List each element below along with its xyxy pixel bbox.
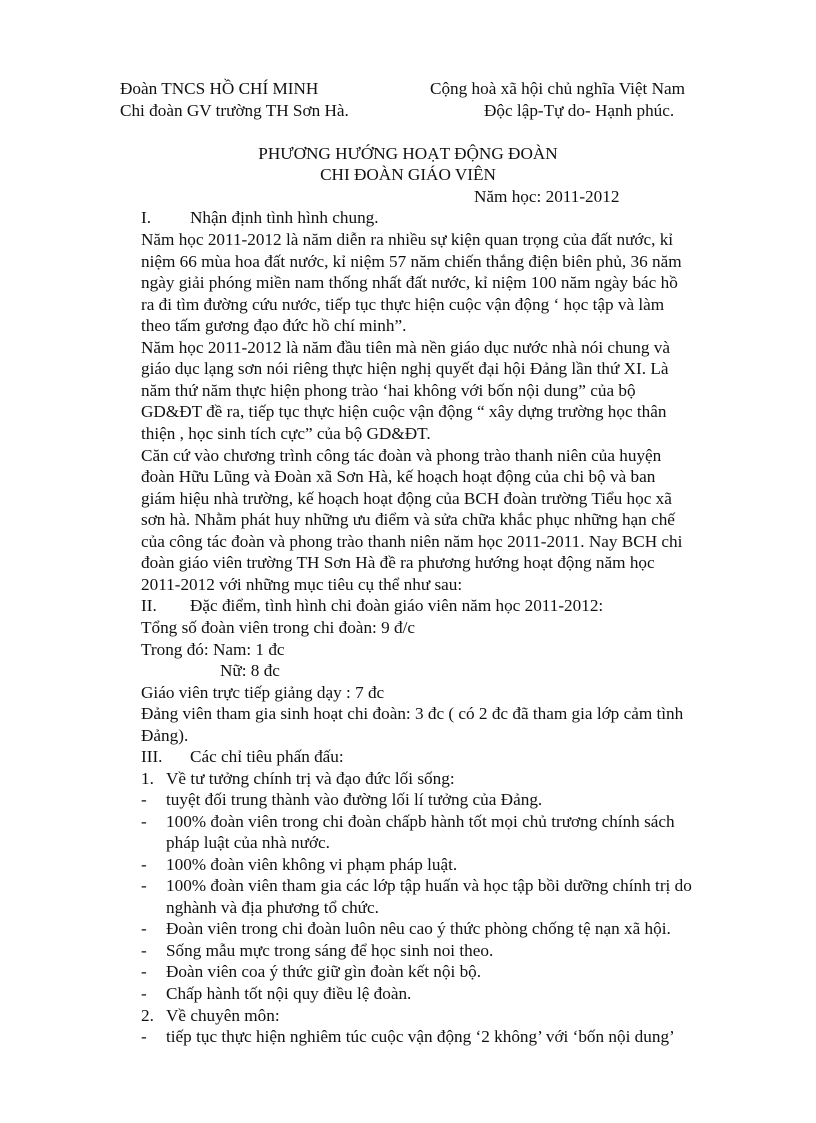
paragraph-line: giáo dục lạng sơn nói riêng thực hiện nghị quyết đại hội Đảng lần thứ XI. Là [141,359,669,378]
subsection-1-number: 1. [141,769,154,788]
list-item: Chấp hành tốt nội quy điều lệ đoàn. [166,984,412,1003]
subsection-1-title: Về tư tưởng chính trị và đạo đức lối sống: [166,769,455,788]
section-1-heading: Nhận định tình hình chung. [190,208,379,227]
paragraph-line: đoàn Hữu Lũng và Đoàn xã Sơn Hà, kế hoạch hoạt động của chi bộ và ban [141,467,656,486]
party-members-line: Đảng viên tham gia sinh hoạt chi đoàn: 3 đc ( có 2 đc đã tham gia lớp cảm tình [141,704,684,723]
org-name: Đoàn TNCS HỒ CHÍ MINH [120,79,319,98]
bullet-mark: - [141,919,147,938]
section-1-number: I. [141,208,152,227]
paragraph-line: Năm học 2011-2012 là năm đầu tiên mà nền giáo dục nước nhà nói chung và [141,338,670,357]
bullet-mark: - [141,962,147,981]
paragraph-line: theo tấm gương đạo đức hồ chí minh”. [141,316,407,335]
party-members-line: Đảng). [141,726,189,745]
national-motto: Độc lập-Tự do- Hạnh phúc. [484,101,675,120]
subsection-2-title: Về chuyên môn: [166,1006,280,1025]
member-male: Trong đó: Nam: 1 đc [141,640,285,659]
paragraph-line: Năm học 2011-2012 là năm diễn ra nhiều sự kiện quan trọng của đất nước, kỉ [141,230,674,249]
bullet-mark: - [141,941,147,960]
subsection-2-number: 2. [141,1006,154,1025]
list-item: 100% đoàn viên không vi phạm pháp luật. [166,855,458,874]
list-item: tuyệt đối trung thành vào đường lối lí tưởng của Đảng. [166,790,543,809]
bullet-mark: - [141,855,147,874]
list-item: 100% đoàn viên tham gia các lớp tập huấn và học tập bồi dưỡng chính trị do [166,876,692,895]
list-item: 100% đoàn viên trong chi đoàn chấpb hành tốt mọi chủ trương chính sách [166,812,675,831]
paragraph-line: Căn cứ vào chương trình công tác đoàn và phong trào thanh niên của huyện [141,446,662,465]
paragraph-line: năm thứ năm thực hiện phong trào ‘hai không với bốn nội dung” của bộ [141,381,636,400]
national-title: Cộng hoà xã hội chủ nghĩa Việt Nam [430,79,685,98]
branch-name: Chi đoàn GV trường TH Sơn Hà. [120,101,349,120]
list-item-continued: nghành và địa phương tổ chức. [166,898,379,917]
school-year: Năm học: 2011-2012 [474,187,620,206]
bullet-mark: - [141,790,147,809]
document-subtitle: CHI ĐOÀN GIÁO VIÊN [320,165,496,184]
list-item-continued: pháp luật của nhà nước. [166,833,330,852]
teacher-count: Giáo viên trực tiếp giảng dạy : 7 đc [141,683,385,702]
member-female: Nữ: 8 đc [220,661,280,680]
bullet-mark: - [141,812,147,831]
member-total: Tổng số đoàn viên trong chi đoàn: 9 đ/c [141,618,415,637]
list-item: Sống mẫu mực trong sáng để học sinh noi theo. [166,941,494,960]
paragraph-line: đoàn giáo viên trường TH Sơn Hà đề ra phương hướng hoạt động năm học [141,553,655,572]
section-3-number: III. [141,747,163,766]
paragraph-line: giám hiệu nhà trường, kế hoạch hoạt động của BCH đoàn trường Tiểu học xã [141,489,672,508]
paragraph-line: 2011-2012 với những mục tiêu cụ thể như sau: [141,575,463,594]
document-title: PHƯƠNG HƯỚNG HOẠT ĐỘNG ĐOÀN [258,144,558,163]
list-item: Đoàn viên coa ý thức giữ gìn đoàn kết nội bộ. [166,962,482,981]
bullet-mark: - [141,1027,147,1046]
paragraph-line: GD&ĐT đề ra, tiếp tục thực hiện cuộc vận động “ xây dựng trường học thân [141,402,667,421]
paragraph-line: sơn hà. Nhằm phát huy những ưu điểm và sửa chữa khắc phục những hạn chế [141,510,675,529]
paragraph-line: ngày giải phóng miền nam thống nhất đất nước, kỉ niệm 100 năm ngày bác hồ [141,273,678,292]
section-2-number: II. [141,596,157,615]
section-2-heading: Đặc điểm, tình hình chi đoàn giáo viên năm học 2011-2012: [190,596,604,615]
section-3-heading: Các chỉ tiêu phấn đấu: [190,747,344,766]
bullet-mark: - [141,876,147,895]
paragraph-line: thiện , học sinh tích cực” của bộ GD&ĐT. [141,424,431,443]
list-item: tiếp tục thực hiện nghiêm túc cuộc vận động ‘2 không’ với ‘bốn nội dung’ [166,1027,675,1046]
paragraph-line: ra đi tìm đường cứu nước, tiếp tục thực hiện cuộc vận động ‘ học tập và làm [141,295,665,314]
list-item: Đoàn viên trong chi đoàn luôn nêu cao ý thức phòng chống tệ nạn xã hội. [166,919,671,938]
paragraph-line: của công tác đoàn và phong trào thanh niên năm học 2011-2011. Nay BCH chi [141,532,683,551]
bullet-mark: - [141,984,147,1003]
paragraph-line: niệm 66 mùa hoa đất nước, kỉ niệm 57 năm chiến thắng điện biên phủ, 36 năm [141,252,682,271]
